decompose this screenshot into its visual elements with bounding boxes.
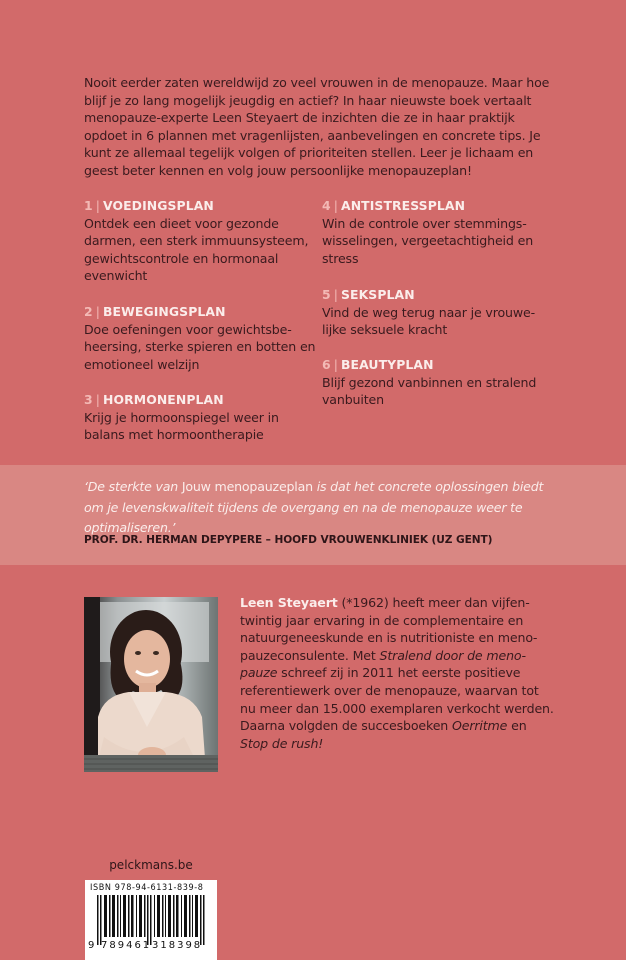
portrait-illustration: [84, 597, 218, 772]
bio-text: schreef zij in 2011 het eerste positieve referentiewerk over de menopauze, waarvan tot nu meer dan 15.000 exemplaren verkocht werden. Daarna volgden de succesboeken: [240, 665, 554, 734]
plan-title: HORMONENPLAN: [103, 392, 224, 407]
plan-separator: |: [333, 357, 339, 372]
plan-hormonenplan: [84, 391, 316, 444]
bio-text: (*1962) heeft meer dan vijfentwintig jaar ervaring in de complementaire en natuurgeneeskunde en is nutritioniste en menopauzeconsulente. Met: [240, 595, 538, 663]
plan-number: 1: [84, 198, 93, 213]
plan-number: 4: [322, 198, 331, 213]
plan-description: Win de controle over stemmingswisselingen, vergeetachtigheid en stress: [322, 215, 534, 266]
plan-number: 3: [84, 392, 93, 407]
author-bio: [240, 594, 558, 752]
intro-paragraph: Nooit eerder zaten wereldwijd zo veel vrouwen in de menopauze. Maar hoe blijf je zo lang mogelijk jeugdig en actief? In haar nieuwste boek vertaalt menopauze-experte Leen Steyaert de inzichten die ze in haar praktijk opdoet in 6 plannen met vragenlijsten, aanbevelingen en concrete tips. Je kunt ze allemaal tegelijk volgen of prioriteiten stellen. Leer je lichaam en geest beter kennen en volg jouw persoonlijke menopauzeplan!: [84, 75, 550, 178]
plan-separator: |: [95, 392, 101, 407]
bio-text: en: [507, 718, 527, 734]
plan-number: 5: [322, 287, 331, 302]
plan-number: 6: [322, 357, 331, 372]
plan-seksplan: [322, 286, 554, 339]
plan-separator: |: [95, 198, 101, 213]
quote-attribution: PROF. DR. HERMAN DEPYPERE – HOOFD VROUWENKLINIEK (UZ GENT): [84, 534, 493, 546]
isbn-barcode: [85, 880, 217, 960]
plan-heading: [84, 303, 316, 321]
plan-description: Krijg je hormoonspiegel weer in balans met hormoontherapie: [84, 409, 279, 443]
publisher-website: pelckmans.be: [109, 858, 193, 872]
plan-title: BEWEGINGSPLAN: [103, 304, 226, 319]
author-name: Leen Steyaert: [240, 595, 338, 610]
barcode-bars-icon: [85, 895, 217, 945]
book-title: Stralend door de menopauze: [240, 647, 527, 681]
plan-description: Blijf gezond vanbinnen en stralend vanbuiten: [322, 374, 537, 408]
plan-heading: [322, 286, 554, 304]
barcode-digits-left: 789461: [101, 940, 152, 951]
plan-title: SEKSPLAN: [341, 287, 415, 302]
plan-description: Ontdek een dieet voor gezonde darmen, een sterk immuunsysteem, gewichtscontrole en hormonaal evenwicht: [84, 215, 309, 284]
quote-text: ‘De sterkte van: [84, 479, 182, 494]
plan-description: Doe oefeningen voor gewichtsbeheersing, sterke spieren en botten en emotioneel welzijn: [84, 321, 316, 372]
plan-bewegingsplan: [84, 303, 316, 373]
quote-text: is dat het concrete oplossingen biedt om je levenskwaliteit tijdens de overgang en na de menopauze weer te optimaliseren.’: [84, 479, 544, 535]
plan-separator: |: [333, 287, 339, 302]
plan-separator: |: [333, 198, 339, 213]
plan-voedingsplan: [84, 197, 316, 285]
plan-heading: [84, 197, 316, 215]
quote-book-title: Jouw menopauzeplan: [181, 479, 313, 494]
plan-antistressplan: [322, 197, 554, 267]
author-photo: [84, 597, 218, 772]
plan-title: ANTISTRESSPLAN: [341, 198, 466, 213]
plan-separator: |: [95, 304, 101, 319]
plan-beautyplan: [322, 356, 554, 409]
barcode-lead-digit: 9: [88, 940, 97, 951]
plan-heading: [322, 356, 554, 374]
book-title: Stop de rush!: [240, 735, 324, 751]
plan-title: BEAUTYPLAN: [341, 357, 434, 372]
plan-heading: [84, 391, 316, 409]
isbn-label: ISBN 978-94-6131-839-8: [90, 883, 204, 893]
plan-description: Vind de weg terug naar je vrouwelijke seksuele kracht: [322, 304, 536, 338]
book-title: Oerritme: [452, 718, 508, 734]
endorsement-quote: [84, 477, 554, 539]
plan-title: VOEDINGSPLAN: [103, 198, 214, 213]
plan-number: 2: [84, 304, 93, 319]
barcode-digits-right: 318398: [152, 940, 203, 951]
plan-heading: [322, 197, 554, 215]
